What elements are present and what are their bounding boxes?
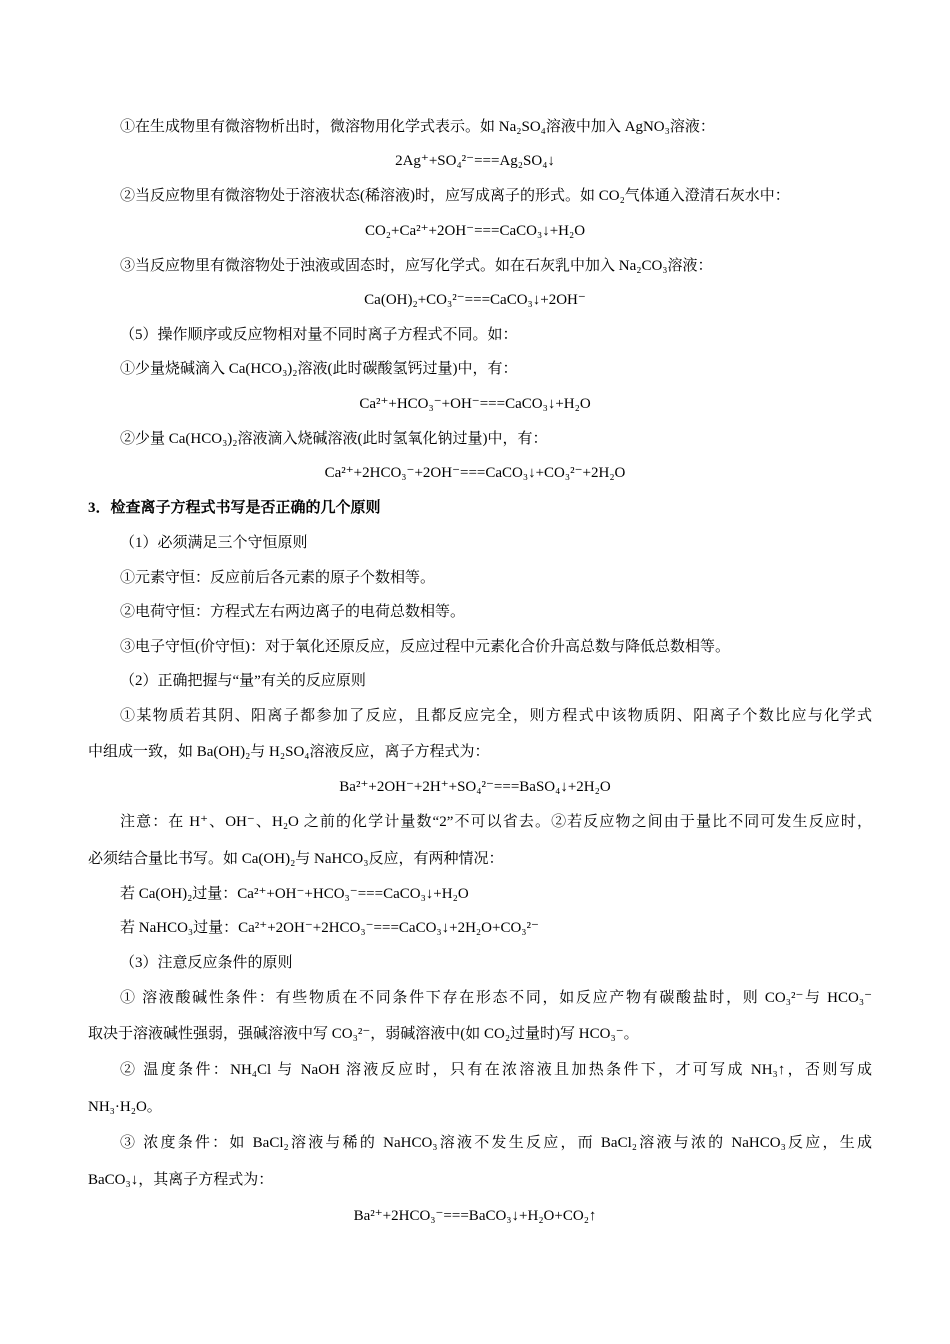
subheading-conservation: （1）必须满足三个守恒原则 [120,535,308,551]
paragraph-ion-ratio-line1: ①某物质若其阴、阳离子都参加了反应，且都反应完全，则方程式中该物质阴、阳离子个数比应与化学式 [120,708,872,724]
equation-little-cahco3: Ca²⁺+2HCO₃⁻+2OH⁻===CaCO₃↓+CO₃²⁻+2H₂O [324,465,626,481]
equation-baco3: Ba²⁺+2HCO₃⁻===BaCO₃↓+H₂O+CO₂↑ [353,1208,597,1224]
equation-little-naoh: Ca²⁺+HCO₃⁻+OH⁻===CaCO₃↓+H₂O [359,396,591,412]
paragraph-temperature-line2: NH₃·H₂O。 [88,1099,162,1115]
paragraph-little-naoh: ①少量烧碱滴入 Ca(HCO₃)₂溶液(此时碳酸氢钙过量)中，有： [120,361,518,377]
equation-ag2so4: 2Ag⁺+SO₄²⁻===Ag₂SO₄↓ [395,153,555,169]
paragraph-note-line1: 注意：在 H⁺、OH⁻、H₂O 之前的化学计量数“2”不可以省去。②若反应物之间由于量比不同可发生反应时， [120,814,872,830]
paragraph-acidity-line1: ① 溶液酸碱性条件：有些物质在不同条件下存在形态不同，如反应产物有碳酸盐时，则 CO₃²⁻与 HCO₃⁻ [120,990,872,1006]
heading-order-amount: （5）操作顺序或反应物相对量不同时离子方程式不同。如： [120,327,518,343]
paragraph-turbid-reactant: ③当反应物里有微溶物处于浊液或固态时，应写化学式。如在石灰乳中加入 Na₂CO₃溶液： [120,258,713,274]
equation-nahco3-excess: 若 NaHCO₃过量：Ca²⁺+2OH⁻+2HCO₃⁻===CaCO₃↓+2H₂O+CO₃²⁻ [120,920,539,936]
paragraph-concentration-line1: ③ 浓度条件：如 BaCl₂溶液与稀的 NaHCO₃溶液不发生反应，而 BaCl₂溶液与浓的 NaHCO₃反应，生成 [120,1135,872,1151]
paragraph-concentration-line2: BaCO₃↓，其离子方程式为： [88,1172,274,1188]
paragraph-note-line2: 必须结合量比书写。如 Ca(OH)₂与 NaHCO₃反应，有两种情况： [88,851,504,867]
equation-caoh2-excess: 若 Ca(OH)₂过量：Ca²⁺+OH⁻+HCO₃⁻===CaCO₃↓+H₂O [120,886,469,902]
item-element-conservation: ①元素守恒：反应前后各元素的原子个数相等。 [120,570,436,586]
equation-caco3-from-co2: CO₂+Ca²⁺+2OH⁻===CaCO₃↓+H₂O [364,223,586,239]
subheading-conditions: （3）注意反应条件的原则 [120,955,293,971]
paragraph-little-cahco3: ②少量 Ca(HCO₃)₂溶液滴入烧碱溶液(此时氢氧化钠过量)中，有： [120,431,548,447]
paragraph-dilute-reactant: ②当反应物里有微溶物处于溶液状态(稀溶液)时，应写成离子的形式。如 CO₂气体通入澄清石灰水中： [120,188,790,204]
item-electron-conservation: ③电子守恒(价守恒)：对于氧化还原反应，反应过程中元素化合价升高总数与降低总数相等。 [120,639,730,655]
equation-lime-milk: Ca(OH)₂+CO₃²⁻===CaCO₃↓+2OH⁻ [364,292,586,308]
section-title-3: 3．检查离子方程式书写是否正确的几个原则 [88,500,381,516]
equation-baso4: Ba²⁺+2OH⁻+2H⁺+SO₄²⁻===BaSO₄↓+2H₂O [339,779,611,795]
item-charge-conservation: ②电荷守恒：方程式左右两边离子的电荷总数相等。 [120,604,466,620]
paragraph-slightly-soluble-product: ①在生成物里有微溶物析出时，微溶物用化学式表示。如 Na₂SO₄溶液中加入 AgNO₃溶液： [120,119,715,135]
paragraph-temperature-line1: ② 温度条件：NH₄Cl 与 NaOH 溶液反应时，只有在浓溶液且加热条件下，才可写成 NH₃↑，否则写成 [120,1062,872,1078]
subheading-quantity: （2）正确把握与“量”有关的反应原则 [120,673,366,689]
paragraph-acidity-line2: 取决于溶液碱性强弱，强碱溶液中写 CO₃²⁻，弱碱溶液中(如 CO₂过量时)写 HCO₃⁻。 [88,1026,639,1042]
paragraph-ion-ratio-line2: 中组成一致，如 Ba(OH)₂与 H₂SO₄溶液反应，离子方程式为： [88,744,490,760]
